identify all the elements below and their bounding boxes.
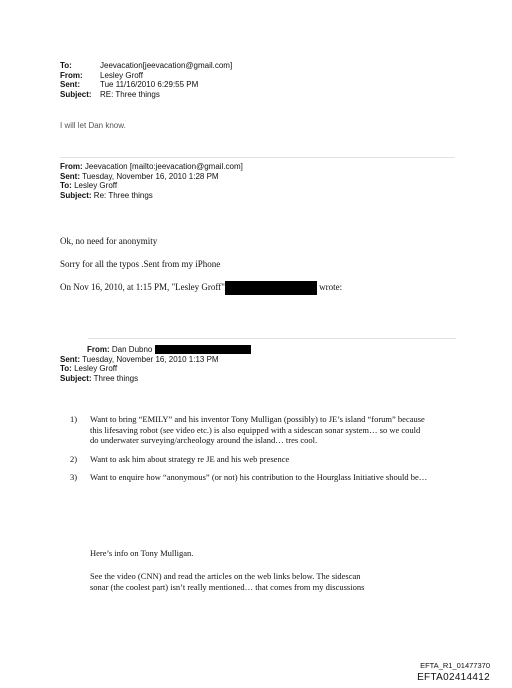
reply-body: I will let Dan know. [60, 121, 126, 130]
quote-suffix: wrote: [319, 282, 343, 293]
to-label: To: [60, 364, 72, 373]
sent-value: Tuesday, November 16, 2010 1:13 PM [82, 354, 219, 364]
list-number: 1) [70, 414, 78, 424]
subject-value: RE: Three things [100, 89, 160, 99]
to-label: To: [60, 181, 72, 190]
list-number: 2) [70, 453, 78, 464]
info-line: Here’s info on Tony Mulligan. [90, 548, 194, 558]
from-label: From: [60, 70, 83, 80]
sent-label: Sent: [60, 354, 80, 364]
from-label: From: [87, 345, 110, 354]
from-value: Jeevacation [mailto:jeevacation@gmail.com] [84, 162, 243, 171]
from-label: From: [60, 162, 83, 171]
sent-label: Sent: [60, 80, 80, 89]
email-header-forward [60, 162, 243, 200]
footer-id-primary: EFTA_R1_01477370 [420, 661, 490, 670]
to-value: Lesley Groff [74, 364, 118, 373]
list-item [70, 454, 430, 465]
message-line-typos: Sorry for all the typos .Sent from my iPhone [60, 259, 221, 269]
subject-label: Subject: [60, 89, 92, 99]
to-label: To: [60, 61, 72, 70]
subject-label: Subject: [60, 373, 92, 383]
to-value: Jeevacation[jeevacation@gmail.com] [100, 61, 233, 70]
quote-prefix: On Nov 16, 2010, at 1:15 PM, "Lesley Groff" [60, 282, 225, 293]
sent-value: Tuesday, November 16, 2010 1:28 PM [82, 171, 219, 181]
divider [88, 338, 456, 339]
sent-label: Sent: [60, 171, 80, 181]
email-header-original [60, 345, 251, 383]
list-text: Want to ask him about strategy re JE and his web presence [90, 453, 290, 464]
sent-value: Tue 11/16/2010 6:29:55 PM [100, 80, 199, 89]
list-text: Want to bring “EMILY” and his inventor Tony Mulligan (possibly) to JE’s island “forum” because this lifesaving robot (see video etc.) is also equipped with a sidescan sonar system… so we could do underwater surveying/archeology around the island… tres cool. [90, 414, 425, 445]
subject-label: Subject: [60, 190, 92, 200]
subject-value: Three things [93, 373, 139, 383]
list-item [70, 414, 430, 446]
list-number: 3) [70, 472, 78, 482]
from-value: Dan Dubno [111, 345, 153, 354]
redaction-box [225, 281, 317, 295]
from-value: Lesley Groff [100, 70, 143, 80]
footer-id-secondary: EFTA02414412 [417, 672, 490, 683]
to-value: Lesley Groff [74, 181, 118, 190]
list-text: Want to enquire how “anonymous” (or not) his contribution to the Hourglass Initiative should be… [90, 472, 428, 482]
list-item [70, 472, 430, 483]
message-line-anonymity: Ok, no need for anonymity [60, 236, 158, 246]
subject-value: Re: Three things [93, 190, 153, 200]
quote-line [60, 281, 342, 295]
divider [60, 157, 455, 158]
video-line-2: sonar (the coolest part) isn’t really mentioned… that comes from my discussions [90, 582, 365, 592]
email-header-top [60, 61, 232, 99]
video-line-1: See the video (CNN) and read the articles on the web links below. The sidescan [90, 571, 361, 581]
redaction-box [155, 345, 251, 354]
numbered-list [70, 414, 430, 491]
